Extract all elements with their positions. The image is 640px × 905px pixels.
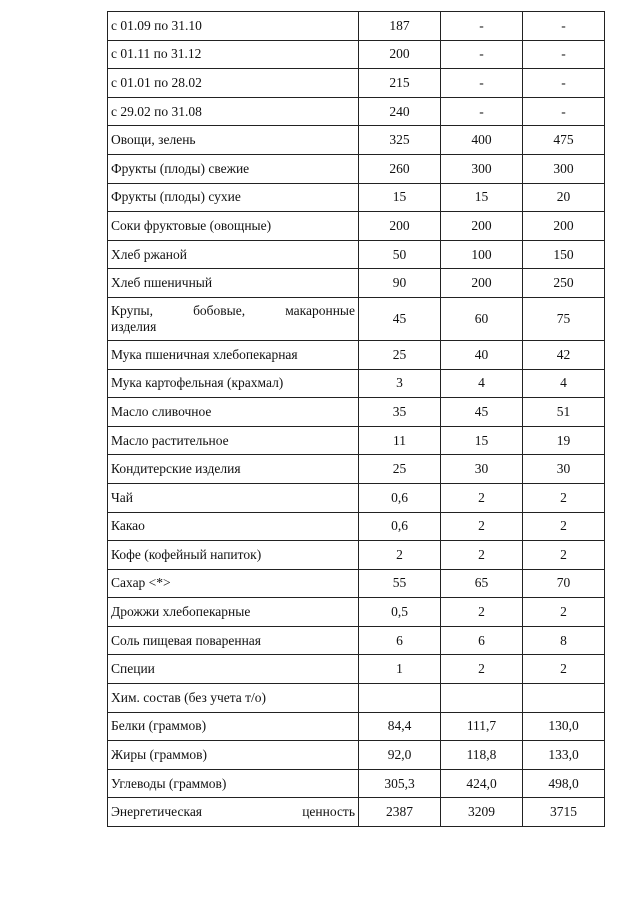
table-row xyxy=(108,798,605,827)
value-cell-col3: 20 xyxy=(523,183,605,212)
product-name-cell: Чай xyxy=(108,483,359,512)
table-row xyxy=(108,426,605,455)
product-name-cell: Соль пищевая поваренная xyxy=(108,626,359,655)
product-name-cell: Углеводы (граммов) xyxy=(108,769,359,798)
value-cell-col3: - xyxy=(523,12,605,41)
value-cell-col1: 0,6 xyxy=(359,512,441,541)
value-cell-col2: 3209 xyxy=(441,798,523,827)
value-cell-col3: 200 xyxy=(523,212,605,241)
value-cell-col3: 2 xyxy=(523,541,605,570)
value-cell-col1: 35 xyxy=(359,398,441,427)
value-cell-col2: - xyxy=(441,40,523,69)
product-name-word: бобовые, xyxy=(193,302,246,318)
value-cell-col2: 60 xyxy=(441,297,523,340)
value-cell-col3: - xyxy=(523,97,605,126)
value-cell-col1: 25 xyxy=(359,340,441,369)
table-row xyxy=(108,626,605,655)
value-cell-col2: 2 xyxy=(441,483,523,512)
value-cell-col2: 2 xyxy=(441,541,523,570)
value-cell-col1: 0,6 xyxy=(359,483,441,512)
product-name-cell: с 01.11 по 31.12 xyxy=(108,40,359,69)
table-row xyxy=(108,684,605,713)
value-cell-col2: 111,7 xyxy=(441,712,523,741)
table-row xyxy=(108,741,605,770)
value-cell-col2: 4 xyxy=(441,369,523,398)
product-name-word: Энергетическая xyxy=(111,804,203,820)
table-row xyxy=(108,40,605,69)
value-cell-col3: 2 xyxy=(523,483,605,512)
value-cell-col3: - xyxy=(523,69,605,98)
table-row xyxy=(108,483,605,512)
value-cell-col1: 305,3 xyxy=(359,769,441,798)
value-cell-col3: 300 xyxy=(523,154,605,183)
value-cell-col3: 30 xyxy=(523,455,605,484)
value-cell-col3: 51 xyxy=(523,398,605,427)
value-cell-col3: 42 xyxy=(523,340,605,369)
value-cell-col1: 15 xyxy=(359,183,441,212)
table-row xyxy=(108,369,605,398)
value-cell-col3: - xyxy=(523,40,605,69)
value-cell-col1: 50 xyxy=(359,240,441,269)
product-name-word: макаронные xyxy=(285,302,355,318)
table-row xyxy=(108,69,605,98)
table-row xyxy=(108,126,605,155)
table-row xyxy=(108,340,605,369)
value-cell-col1: 1 xyxy=(359,655,441,684)
value-cell-col1: 2 xyxy=(359,541,441,570)
value-cell-col2: 100 xyxy=(441,240,523,269)
value-cell-col1: 2387 xyxy=(359,798,441,827)
value-cell-col1: 200 xyxy=(359,40,441,69)
product-name-line2: изделия xyxy=(111,318,157,334)
table-row xyxy=(108,183,605,212)
product-name-cell: Кондитерские изделия xyxy=(108,455,359,484)
value-cell-col3: 130,0 xyxy=(523,712,605,741)
product-name-cell: Какао xyxy=(108,512,359,541)
value-cell-col2: 2 xyxy=(441,512,523,541)
table-row xyxy=(108,569,605,598)
value-cell-col3: 8 xyxy=(523,626,605,655)
product-name-cell: Жиры (граммов) xyxy=(108,741,359,770)
value-cell-col2: 424,0 xyxy=(441,769,523,798)
value-cell-col1: 11 xyxy=(359,426,441,455)
value-cell-col3: 2 xyxy=(523,655,605,684)
value-cell-col2: 118,8 xyxy=(441,741,523,770)
product-name-cell: Хим. состав (без учета т/о) xyxy=(108,684,359,713)
product-name-cell: Дрожжи хлебопекарные xyxy=(108,598,359,627)
table-row xyxy=(108,512,605,541)
product-name-cell xyxy=(108,297,359,340)
value-cell-col2: - xyxy=(441,69,523,98)
value-cell-col2: 400 xyxy=(441,126,523,155)
product-name-cell: Мука пшеничная хлебопекарная xyxy=(108,340,359,369)
value-cell-col3: 2 xyxy=(523,512,605,541)
value-cell-col3: 75 xyxy=(523,297,605,340)
product-name-word: Крупы, xyxy=(111,302,153,318)
value-cell-col3: 475 xyxy=(523,126,605,155)
product-name-cell xyxy=(108,798,359,827)
value-cell-col1: 240 xyxy=(359,97,441,126)
product-name-cell: Масло растительное xyxy=(108,426,359,455)
value-cell-col3: 4 xyxy=(523,369,605,398)
product-name-cell: Масло сливочное xyxy=(108,398,359,427)
value-cell-col2: 65 xyxy=(441,569,523,598)
product-name-cell: Кофе (кофейный напиток) xyxy=(108,541,359,570)
value-cell-col2: 200 xyxy=(441,212,523,241)
value-cell-col3 xyxy=(523,684,605,713)
value-cell-col2: 300 xyxy=(441,154,523,183)
value-cell-col1: 92,0 xyxy=(359,741,441,770)
value-cell-col2: 30 xyxy=(441,455,523,484)
value-cell-col3: 498,0 xyxy=(523,769,605,798)
value-cell-col1: 260 xyxy=(359,154,441,183)
value-cell-col2: 15 xyxy=(441,183,523,212)
product-name-cell: Овощи, зелень xyxy=(108,126,359,155)
product-name-cell: Белки (граммов) xyxy=(108,712,359,741)
table-row xyxy=(108,769,605,798)
food-norms-table xyxy=(107,11,605,827)
value-cell-col3: 2 xyxy=(523,598,605,627)
product-name-cell: Мука картофельная (крахмал) xyxy=(108,369,359,398)
value-cell-col3: 70 xyxy=(523,569,605,598)
product-name-cell: Соки фруктовые (овощные) xyxy=(108,212,359,241)
product-name-cell: Хлеб пшеничный xyxy=(108,269,359,298)
value-cell-col3: 150 xyxy=(523,240,605,269)
table-row xyxy=(108,541,605,570)
value-cell-col2: - xyxy=(441,12,523,41)
value-cell-col1: 55 xyxy=(359,569,441,598)
table-row xyxy=(108,240,605,269)
value-cell-col1: 6 xyxy=(359,626,441,655)
value-cell-col2: 200 xyxy=(441,269,523,298)
value-cell-col1: 3 xyxy=(359,369,441,398)
product-name-cell: Хлеб ржаной xyxy=(108,240,359,269)
table-row xyxy=(108,12,605,41)
value-cell-col2: 2 xyxy=(441,598,523,627)
table-row xyxy=(108,712,605,741)
table-row xyxy=(108,297,605,340)
product-name-cell: Фрукты (плоды) сухие xyxy=(108,183,359,212)
product-name-cell: с 01.01 по 28.02 xyxy=(108,69,359,98)
value-cell-col1: 187 xyxy=(359,12,441,41)
table-row xyxy=(108,269,605,298)
table-row xyxy=(108,455,605,484)
value-cell-col1: 325 xyxy=(359,126,441,155)
value-cell-col1: 0,5 xyxy=(359,598,441,627)
value-cell-col1: 84,4 xyxy=(359,712,441,741)
product-name-cell: с 01.09 по 31.10 xyxy=(108,12,359,41)
table-row xyxy=(108,97,605,126)
product-name-cell: Специи xyxy=(108,655,359,684)
value-cell-col2: 6 xyxy=(441,626,523,655)
value-cell-col2: 40 xyxy=(441,340,523,369)
value-cell-col2: 45 xyxy=(441,398,523,427)
product-name-word: ценность xyxy=(302,804,355,820)
value-cell-col2: - xyxy=(441,97,523,126)
table-row xyxy=(108,398,605,427)
value-cell-col3: 3715 xyxy=(523,798,605,827)
table-row xyxy=(108,154,605,183)
value-cell-col2 xyxy=(441,684,523,713)
product-name-cell: Фрукты (плоды) свежие xyxy=(108,154,359,183)
table-row xyxy=(108,598,605,627)
table-row xyxy=(108,212,605,241)
value-cell-col1: 45 xyxy=(359,297,441,340)
value-cell-col3: 250 xyxy=(523,269,605,298)
product-name-cell: Сахар <*> xyxy=(108,569,359,598)
product-name-cell: с 29.02 по 31.08 xyxy=(108,97,359,126)
table-row xyxy=(108,655,605,684)
value-cell-col1: 25 xyxy=(359,455,441,484)
value-cell-col1: 215 xyxy=(359,69,441,98)
value-cell-col1: 200 xyxy=(359,212,441,241)
value-cell-col3: 19 xyxy=(523,426,605,455)
value-cell-col1 xyxy=(359,684,441,713)
value-cell-col2: 2 xyxy=(441,655,523,684)
value-cell-col2: 15 xyxy=(441,426,523,455)
value-cell-col1: 90 xyxy=(359,269,441,298)
value-cell-col3: 133,0 xyxy=(523,741,605,770)
